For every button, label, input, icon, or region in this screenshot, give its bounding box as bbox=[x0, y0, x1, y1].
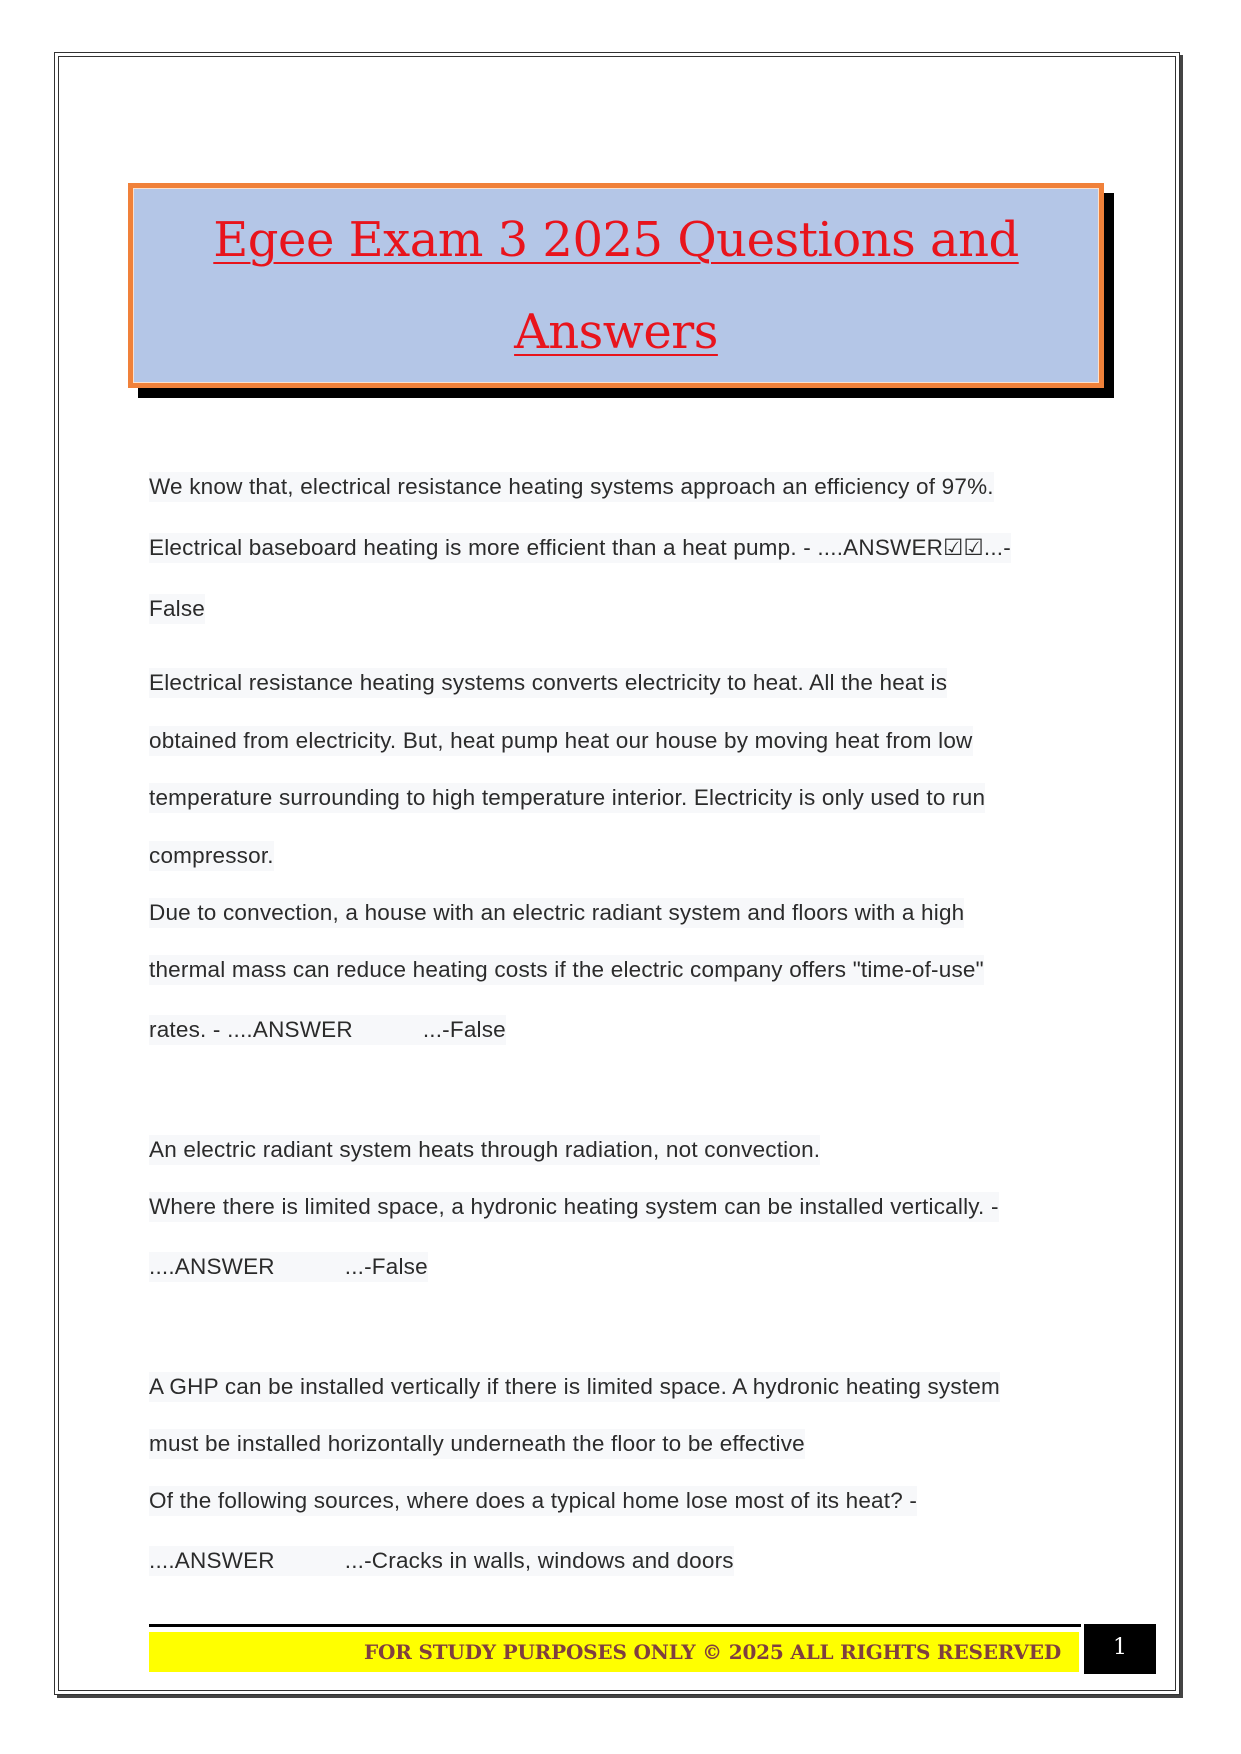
page-number: 1 bbox=[1084, 1624, 1156, 1674]
document-title bbox=[213, 194, 1018, 378]
body-line: obtained from electricity. But, heat pump heat our house by moving heat from low bbox=[149, 726, 973, 756]
footer-text: FOR STUDY PURPOSES ONLY © 2025 ALL RIGHTS RESERVED bbox=[364, 1640, 1061, 1664]
footer-rule bbox=[149, 1624, 1081, 1627]
answer-prefix: rates. - ....ANSWER bbox=[149, 1017, 353, 1042]
answer-prefix: ....ANSWER bbox=[149, 1548, 275, 1573]
body-line: must be installed horizontally underneath the floor to be effective bbox=[149, 1429, 805, 1459]
footer-bar bbox=[149, 1632, 1079, 1672]
answer-value: ...-False bbox=[422, 1017, 506, 1042]
body-line: Electrical resistance heating systems converts electricity to heat. All the heat is bbox=[149, 668, 947, 698]
answer-line bbox=[149, 1546, 734, 1576]
body-line: False bbox=[149, 594, 205, 624]
answer-line bbox=[149, 1015, 506, 1045]
body-line: temperature surrounding to high temperature interior. Electricity is only used to run bbox=[149, 783, 985, 813]
body-line: Of the following sources, where does a typical home lose most of its heat? - bbox=[149, 1486, 917, 1516]
body-line: We know that, electrical resistance heating systems approach an efficiency of 97%. bbox=[149, 472, 994, 502]
body-line: Due to convection, a house with an electric radiant system and floors with a high bbox=[149, 898, 964, 928]
answer-prefix: ....ANSWER bbox=[149, 1254, 275, 1279]
answer-value: ...-Cracks in walls, windows and doors bbox=[344, 1548, 734, 1573]
title-box bbox=[128, 183, 1104, 388]
answer-line bbox=[149, 1252, 428, 1282]
body-line: Electrical baseboard heating is more efficient than a heat pump. - ....ANSWER☑☑...- bbox=[149, 533, 1011, 563]
title-box-fill bbox=[133, 188, 1099, 383]
document-title-line-2: Answers bbox=[514, 303, 718, 360]
body-line: compressor. bbox=[149, 841, 274, 871]
body-line: Where there is limited space, a hydronic heating system can be installed vertically. - bbox=[149, 1192, 999, 1222]
body-line: A GHP can be installed vertically if there is limited space. A hydronic heating system bbox=[149, 1372, 1000, 1402]
body-line: thermal mass can reduce heating costs if the electric company offers "time-of-use" bbox=[149, 955, 984, 985]
answer-value: ...-False bbox=[344, 1254, 428, 1279]
body-line: An electric radiant system heats through radiation, not convection. bbox=[149, 1135, 820, 1165]
document-title-line-1: Egee Exam 3 2025 Questions and bbox=[213, 211, 1019, 268]
